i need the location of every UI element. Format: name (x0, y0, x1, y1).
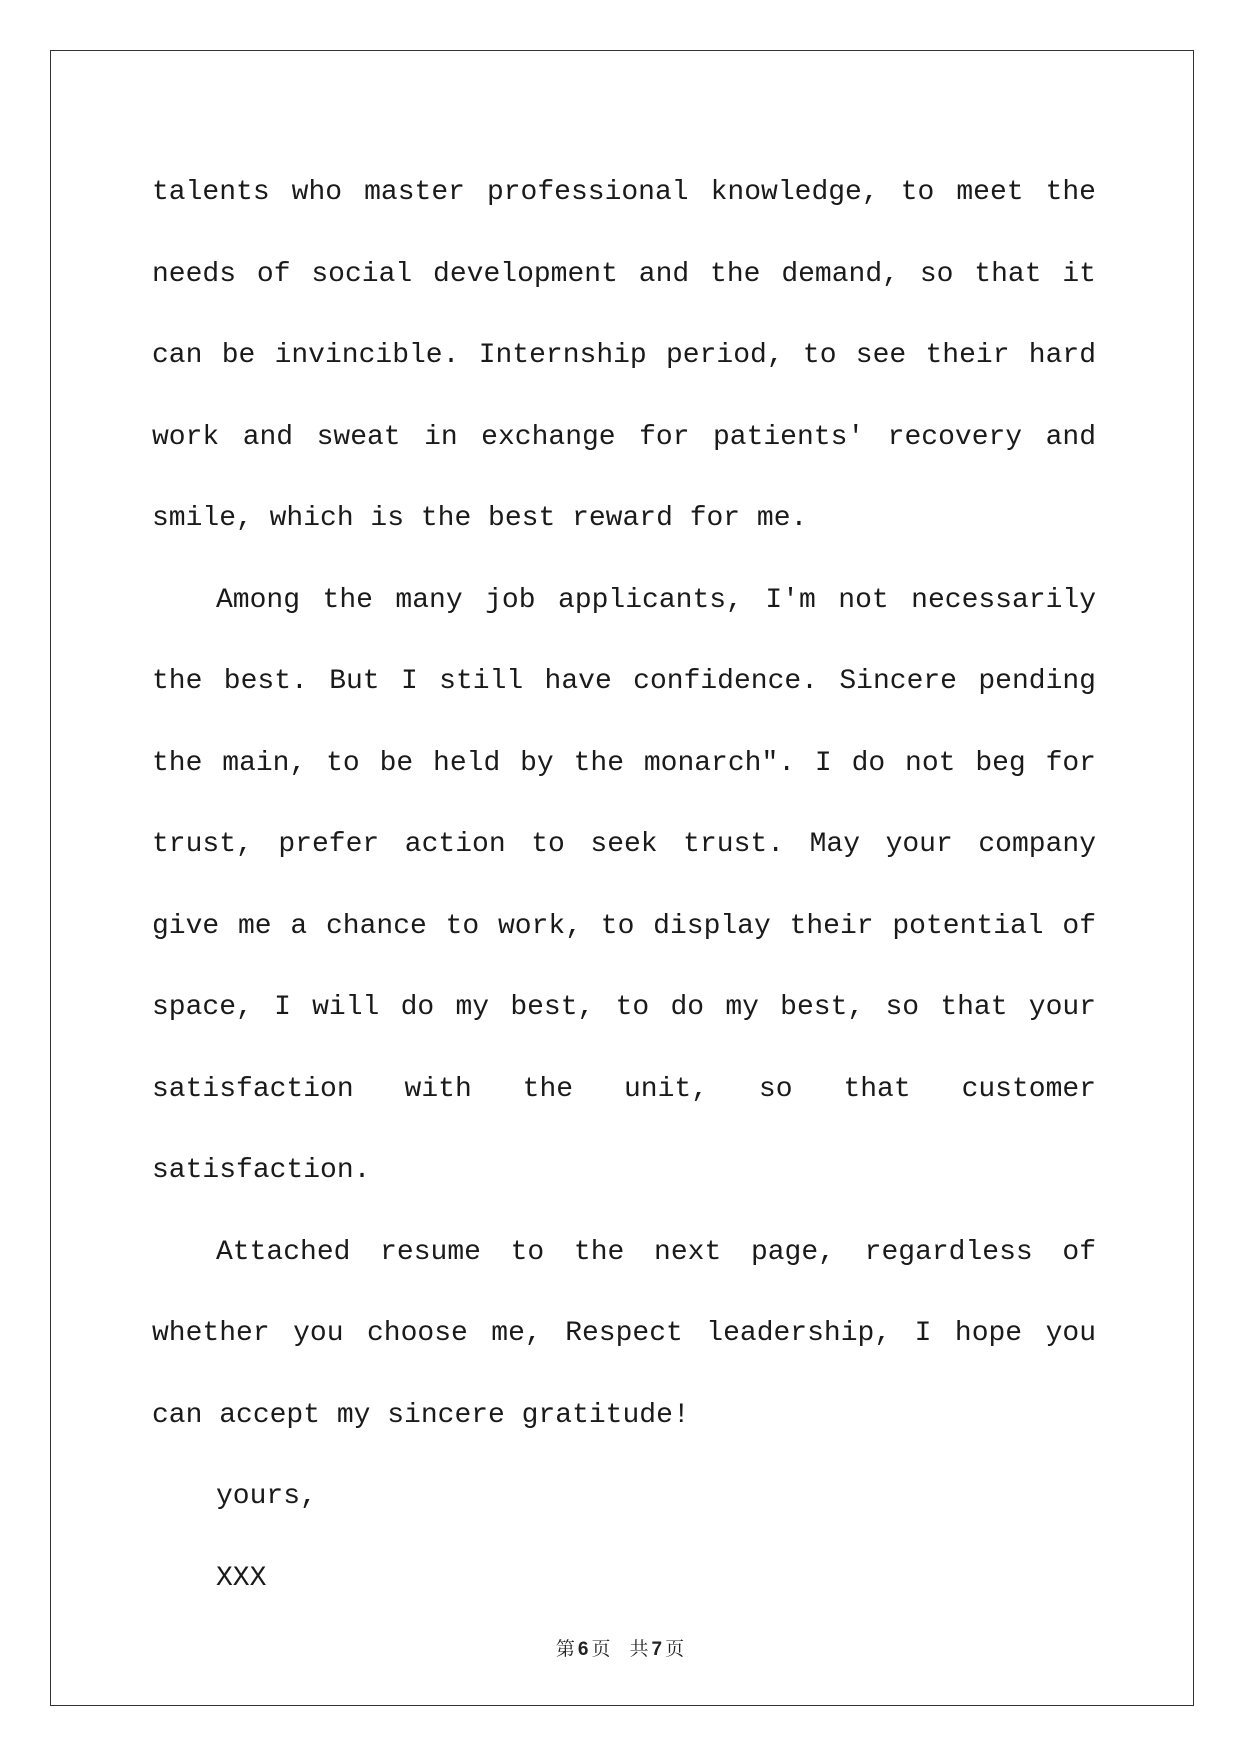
paragraph-gratitude: Attached resume to the next page, regardless of whether you choose me, Respect leadership, I hope you can accept my sincere gratitude! (152, 1236, 1096, 1431)
total-prefix: 共 (629, 1638, 650, 1660)
page-unit: 页 (591, 1638, 612, 1660)
letter-body (152, 152, 1096, 1619)
page-footer (0, 1634, 1241, 1661)
page-number: 6 (577, 1639, 590, 1660)
paragraph-confidence: Among the many job applicants, I'm not necessarily the best. But I still have confidence. Sincere pending the main, to be held by the monarch". I do not beg for trust, prefer action to seek trust. May your company give me a chance to work, to display their potential of space, I will do my best, to do my best, so that your satisfaction with the unit, so that customer satisfaction. (152, 584, 1096, 1186)
page-prefix: 第 (555, 1638, 576, 1660)
signature: XXX (216, 1562, 267, 1594)
closing-salutation: yours, (216, 1481, 317, 1512)
total-unit: 页 (665, 1638, 686, 1660)
paragraph-continuation: talents who master professional knowledge, to meet the needs of social development and the demand, so that it can be invincible. Internship period, to see their hard work and sweat in exchange for patients' recovery and smile, which is the best reward for me. (152, 177, 1096, 534)
total-pages: 7 (651, 1639, 664, 1660)
